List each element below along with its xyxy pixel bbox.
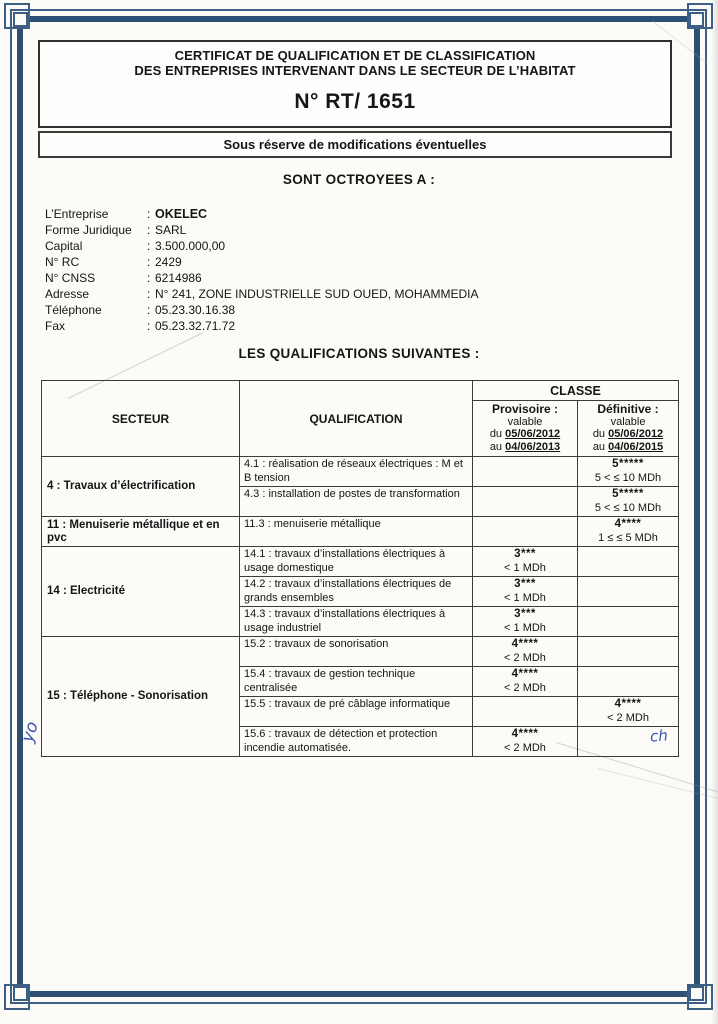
field-separator: :	[147, 239, 151, 253]
provisoire-class-cell	[473, 517, 578, 547]
table-row	[42, 547, 679, 577]
qualification-cell: 14.2 : travaux d’installations électriques de grands ensembles	[240, 577, 473, 607]
sector-cell: 11 : Menuiserie métallique et en pvc	[42, 517, 240, 547]
to-date: 04/06/2015	[608, 441, 664, 453]
sector-cell: 15 : Téléphone - Sonorisation	[42, 637, 240, 757]
company-field-entreprise	[45, 206, 479, 222]
class-value: 4****	[511, 728, 539, 740]
class-range: < 1 MDh	[504, 591, 546, 604]
handwritten-mark-right: ch	[649, 726, 669, 746]
field-label: Téléphone	[45, 303, 102, 317]
field-separator: :	[147, 223, 151, 237]
qualification-cell: 4.1 : réalisation de réseaux électriques : M et B tension	[240, 457, 473, 487]
provisoire-title: Provisoire :	[491, 402, 559, 416]
frame-corner-knot-icon	[13, 986, 28, 1001]
qualifications-table	[41, 380, 679, 757]
granted-heading: SONT OCTROYEES A :	[282, 172, 436, 187]
provisoire-valable: valable	[507, 416, 543, 428]
title-line-2: DES ENTREPRISES INTERVENANT DANS LE SECTEUR DE L’HABITAT	[134, 63, 576, 78]
field-separator: :	[147, 287, 151, 301]
qualification-cell: 11.3 : menuiserie métallique	[240, 517, 473, 547]
handwritten-mark-left: yo	[17, 719, 43, 745]
title-box	[38, 40, 672, 128]
company-field-telephone	[45, 302, 479, 318]
au-label: au	[489, 441, 503, 453]
qualification-cell: 15.5 : travaux de pré câblage informatique	[240, 697, 473, 727]
certificate-number: N° RT/ 1651	[294, 90, 416, 113]
class-range: 5 < ≤ 10 MDh	[594, 501, 662, 514]
header-definitive	[578, 401, 679, 457]
class-range: 1 ≤ ≤ 5 MDh	[598, 531, 658, 544]
definitive-class-cell	[578, 517, 679, 547]
table-row	[42, 457, 679, 487]
company-field-adresse	[45, 286, 479, 302]
frame-corner-knot-icon	[13, 12, 28, 27]
provisoire-class-cell	[473, 577, 578, 607]
frame-corner-knot-icon	[689, 12, 704, 27]
field-label: Capital	[45, 239, 83, 253]
field-label: Adresse	[45, 287, 90, 301]
class-range: < 2 MDh	[504, 651, 546, 664]
qualification-cell: 15.4 : travaux de gestion technique centralisée	[240, 667, 473, 697]
provisoire-class-cell	[473, 727, 578, 757]
class-value: 3***	[514, 548, 536, 560]
qualification-cell: 14.3 : travaux d’installations électriques à usage industriel	[240, 607, 473, 637]
class-range: < 1 MDh	[504, 621, 546, 634]
definitive-class-cell	[578, 607, 679, 637]
field-value: 6214986	[155, 271, 202, 285]
class-value: 3***	[514, 578, 536, 590]
field-value: 2429	[155, 255, 182, 269]
du-label: du	[592, 428, 606, 440]
class-range: 5 < ≤ 10 MDh	[594, 471, 662, 484]
company-info-block	[45, 206, 479, 334]
definitive-class-cell	[578, 547, 679, 577]
class-range: < 2 MDh	[504, 741, 546, 754]
field-value: 05.23.32.71.72	[155, 319, 236, 333]
to-date: 04/06/2013	[505, 441, 561, 453]
qualification-cell: 14.1 : travaux d’installations électriques à usage domestique	[240, 547, 473, 577]
class-range: < 1 MDh	[504, 561, 546, 574]
provisoire-to	[477, 441, 573, 454]
field-separator: :	[147, 303, 151, 317]
class-value: 4****	[614, 698, 642, 710]
field-separator: :	[147, 255, 151, 269]
field-value: 3.500.000,00	[155, 239, 226, 253]
field-separator: :	[147, 319, 151, 333]
field-value: SARL	[155, 223, 187, 237]
company-field-fax	[45, 318, 479, 334]
field-value: 05.23.30.16.38	[155, 303, 236, 317]
definitive-valable: valable	[610, 416, 646, 428]
qualification-cell: 15.2 : travaux de sonorisation	[240, 637, 473, 667]
subtitle-box: Sous réserve de modifications éventuelles	[38, 131, 672, 158]
au-label: au	[592, 441, 606, 453]
du-label: du	[489, 428, 503, 440]
class-value: 4****	[511, 668, 539, 680]
class-value: 5*****	[612, 458, 644, 470]
header-secteur: SECTEUR	[42, 381, 240, 457]
company-field-rc	[45, 254, 479, 270]
field-value: N° 241, ZONE INDUSTRIELLE SUD OUED, MOHAMMEDIA	[155, 287, 479, 301]
header-classe: CLASSE	[473, 381, 679, 401]
provisoire-from	[477, 428, 573, 441]
table-row	[42, 517, 679, 547]
from-date: 05/06/2012	[505, 428, 561, 440]
qualification-cell: 4.3 : installation de postes de transformation	[240, 487, 473, 517]
provisoire-class-cell	[473, 697, 578, 727]
scan-edge-shadow	[711, 0, 718, 1024]
field-label: L’Entreprise	[45, 207, 109, 221]
class-value: 4****	[614, 518, 642, 530]
field-label: Fax	[45, 319, 66, 333]
definitive-class-cell	[578, 577, 679, 607]
provisoire-class-cell	[473, 487, 578, 517]
provisoire-class-cell	[473, 667, 578, 697]
sector-cell: 14 : Electricité	[42, 547, 240, 637]
qualifications-heading: LES QUALIFICATIONS SUIVANTES :	[238, 346, 480, 361]
from-date: 05/06/2012	[608, 428, 664, 440]
definitive-title: Définitive :	[597, 402, 659, 416]
provisoire-class-cell	[473, 637, 578, 667]
field-label: N° RC	[45, 255, 80, 269]
definitive-class-cell	[578, 637, 679, 667]
field-label: Forme Juridique	[45, 223, 132, 237]
table-row	[42, 637, 679, 667]
header-qualification: QUALIFICATION	[240, 381, 473, 457]
table-header-row-1	[42, 381, 679, 401]
class-range: < 2 MDh	[607, 711, 649, 724]
provisoire-class-cell	[473, 457, 578, 487]
qualification-cell: 15.6 : travaux de détection et protection incendie automatisée.	[240, 727, 473, 757]
company-field-forme-juridique	[45, 222, 479, 238]
company-field-cnss	[45, 270, 479, 286]
provisoire-class-cell	[473, 547, 578, 577]
definitive-class-cell	[578, 457, 679, 487]
definitive-to	[582, 441, 674, 454]
class-value: 5*****	[612, 488, 644, 500]
sector-cell: 4 : Travaux d’électrification	[42, 457, 240, 517]
title-line-1: CERTIFICAT DE QUALIFICATION ET DE CLASSIFICATION	[174, 48, 536, 63]
header-provisoire	[473, 401, 578, 457]
field-separator: :	[147, 271, 151, 285]
field-label: N° CNSS	[45, 271, 96, 285]
definitive-class-cell	[578, 667, 679, 697]
class-range: < 2 MDh	[504, 681, 546, 694]
definitive-from	[582, 428, 674, 441]
company-field-capital	[45, 238, 479, 254]
definitive-class-cell	[578, 487, 679, 517]
field-separator: :	[147, 207, 151, 221]
class-value: 3***	[514, 608, 536, 620]
provisoire-class-cell	[473, 607, 578, 637]
definitive-class-cell	[578, 697, 679, 727]
frame-corner-knot-icon	[689, 986, 704, 1001]
field-value: OKELEC	[155, 207, 208, 221]
class-value: 4****	[511, 638, 539, 650]
